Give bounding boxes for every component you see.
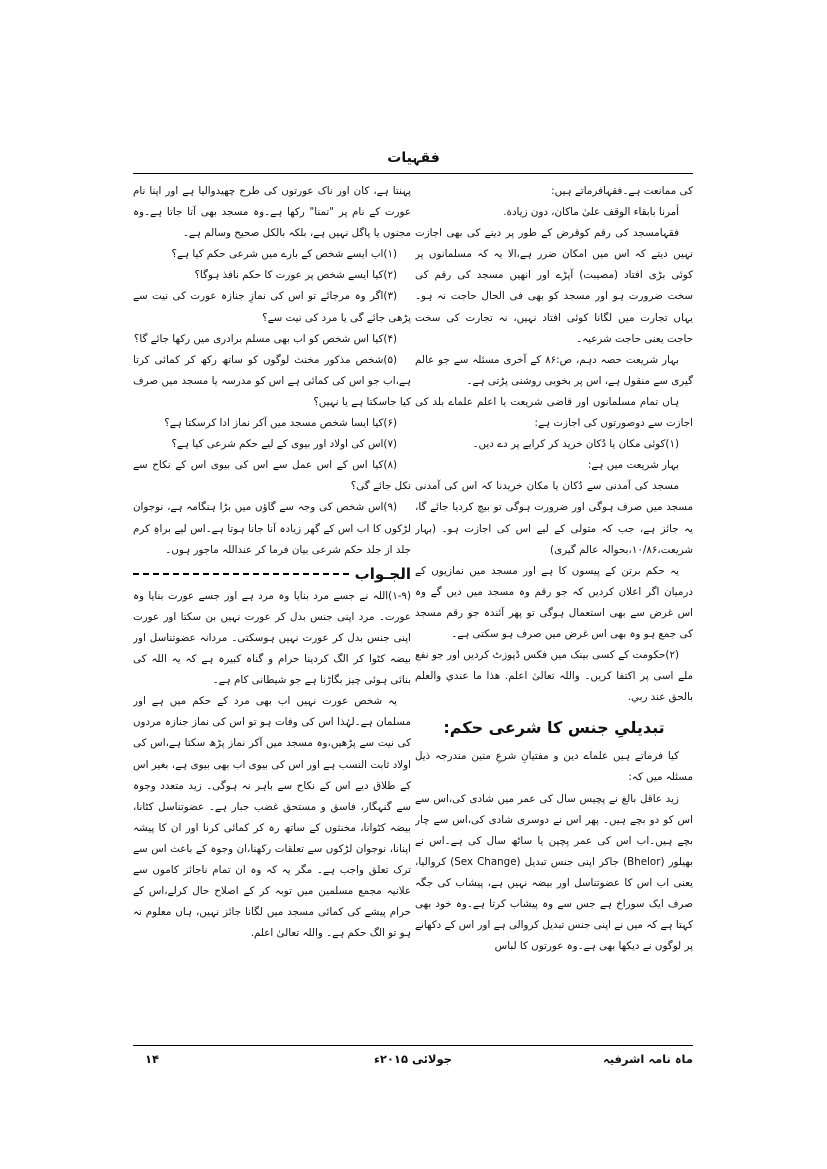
paragraph: یہ شخص عورت نہیں اب بھی مرد کے حکم میں ہے اور مسلمان ہے۔لہٰذا اس کی وفات ہو تو اس کی نماز جنازہ مردوں کی نیت سے پڑھیں،وہ مسجد میں آکر نماز پڑھ سکتا ہے،اس کی اولاد ثابت النسب ہے اور اس کی بیوی اب بھی بیوی ہے، بغیر اس کے طلاق دیے اس کے نکاح سے باہر نہ ہوگی۔ زید متعدد وجوہ سے گنہگار، فاسق و مستحق غضب جبار ہے۔ عضوتناسل کٹانا، بیضہ کٹوانا، مخنثوں کے ساتھ رہ کر کمائی کرنا اور ان کا پیشہ اپنانا، نوجوان لڑکوں سے تعلقات رکھنا،ان وجوہ کے باعث اس سے ترک تعلق واجب ہے۔ مگر یہ کہ وہ ان تمام ناجائز کاموں سے علانیہ مجمع مسلمین میں توبہ کر کے اصلاح حال کرلے،اس کے حرام پیشے کی کمائی مسجد میں لگانا جائز نہیں، ہاں معلوم نہ ہو تو الگ حکم ہے۔ واللہ تعالیٰ اعلم. [133,695,411,940]
paragraph: ہاں تمام مسلمانوں اور قاضی شریعت یا اعلم علماے بلد کی اجازت سے دوصورتوں کی اجازت ہے: [415,395,693,430]
left-column-questions [133,181,411,561]
paragraph: (۲)کیا ایسے شخص پر عورت کا حکم نافذ ہوگا؟ [194,269,397,282]
page-number: ۱۴ [145,1052,160,1066]
paragraph: پہنتا ہے، کان اور ناک عورتوں کی طرح چھیدوالیا ہے اور اپنا نام عورت کے نام پر "تمنا" رکھا ہے۔وہ مسجد بھی آتا جاتا ہے۔وہ مجنوں یا پاگل نہیں ہے، بلکہ بالکل صحیح وسالم ہے۔ [133,185,411,240]
paragraph: أمرنا بابقاء الوقف علىٰ ماكان، دون زيادة. [503,206,679,219]
left-column [133,181,411,1033]
answer-heading: الجـواب [354,564,411,583]
paragraph: (۳)اگر وہ مرجائے تو اس کی نمازِ جنازہ عورت کی نیت سے پڑھی جائے گی یا مرد کی نیت سے؟ [133,290,411,324]
paragraph: (۱-۹)اللہ نے جسے مرد بنایا وہ مرد ہے اور جسے عورت بنایا وہ عورت۔ مرد اپنی جنس بدل کر عورت نہیں بن سکتا اور عورت اپنی جنس بدل کر عورت نہیں ہوسکتی۔ مردانہ عضوتناسل اور بیضہ کٹوا کر الگ کردینا حرام و گناہ کبیرہ ہے کہ یہ اللہ کی بنائی ہوئی چیز بگاڑنا ہے جو شیطانی کام ہے۔ [133,589,411,687]
right-column [415,181,693,1033]
paragraph: بہار شریعت میں ہے: [587,459,679,472]
right-column-question [415,746,693,957]
paragraph: زید عاقل بالغ نے پچیس سال کی عمر میں شادی کی،اس سے اس کو دو بچے ہیں۔ پھر اس نے دوسری شادی کی،اس سے چار بچے ہیں۔اب اس کی عمر پچپن یا ساٹھ سال کی ہے۔اس نے بھیلور (Bhelor) جاکر اپنی جنس تبدیل (Sex Change) کروالیا، یعنی اب اس کا عضوتناسل اور بیضہ نہیں ہے، پیشاب کی جگہ صرف ایک سوراخ ہے جس سے وہ پیشاب کرتا ہے۔وہ خود بھی کہتا ہے کہ میں نے اپنی جنس تبدیل کروالی ہے اور اس کے دکھانے پر لوگوں نے دیکھا بھی ہے۔وہ عورتوں کا لباس [415,792,693,953]
magazine-name: ماہ نامہ اشرفیہ [602,1052,693,1066]
footer-rule [133,1045,693,1046]
paragraph: مسجد کی آمدنی سے دُکان یا مکان خریدنا کہ اس کی آمدنی مسجد میں صرف ہوگی اور ضرورت ہوگی تو بیچ کردیا جائے گا، یہ جائز ہے، جب کہ متولی کے لیے اس کی اجازت ہو۔ (بہار شریعت،۱۰/۸۶،بحوالہ عالم گیری) [415,480,693,556]
paragraph: (۴)کیا اس شخص کو اب بھی مسلم برادری میں رکھا جائے گا؟ [133,332,397,345]
section-heading: تبدیلیِ جنس کا شرعی حکم: [443,718,665,738]
paragraph: (۵)شخص مذکور مخنث لوگوں کو ساتھ رکھ کر کمائی کرتا ہے،اب جو اس کی کمائی ہے اس کو مدرسہ یا مسجد میں صرف کیا جاسکتا ہے یا نہیں؟ [133,353,411,408]
paragraph: بہار شریعت حصہ دہم، ص:۸۶ کے آخری مسئلہ سے جو عالم گیری سے منقول ہے، اس پر بخوبی روشنی پڑتی ہے۔ [415,353,693,387]
paragraph: کی ممانعت ہے۔فقہافرماتے ہیں: [551,185,693,197]
paragraph: کیا فرماتے ہیں علماے دین و مفتیانِ شرعِ متین مندرجہ ذیل مسئلہ میں کہ: [415,750,693,784]
paragraph: (۱)اب ایسے شخص کے بارے میں شرعی حکم کیا ہے؟ [171,248,397,261]
left-column-answer [133,586,411,945]
header-rule [133,173,693,174]
page-title: فقہیات [387,150,440,166]
paragraph: فقہامسجد کی رقم کوقرض کے طور پر دینے کی بھی اجازت نہیں دیتے کہ اس میں امکان ضرر ہے،الا یہ کہ مسلمانوں پر کوئی بڑی افتاد (مصیبت) آپڑے اور انھیں مسجد کی رقم کی سخت ضرورت ہو اور مسجد کو بھی فی الحال حاجت نہ ہو۔ یہاں تجارت میں لگانا کوئی افتاد نہیں، نہ تجارت کی سخت حاجت یعنی حاجت شرعیہ۔ [415,227,693,345]
issue-date: جولائی ۲۰۱۵ء [374,1052,452,1066]
page-footer [133,1052,693,1074]
answer-heading-block [133,564,411,585]
paragraph: (۹)اس شخص کی وجہ سے گاؤں میں بڑا ہنگامہ ہے، نوجوان لڑکوں کا اب اس کے گھر زیادہ آنا جانا ہوتا ہے۔اس لیے براہِ کرم جلد از جلد حکم شرعی بیان فرما کر عنداللہ ماجور ہوں۔ [133,501,411,556]
right-column-body [415,181,693,708]
answer-heading-rule [133,573,349,575]
paragraph: (۸)کیا اس کے اس عمل سے اس کی بیوی اس کے نکاح سے نکل جائے گی؟ [133,459,411,493]
paragraph: (۶)کیا ایسا شخص مسجد میں آکر نماز ادا کرسکتا ہے؟ [164,417,397,430]
paragraph: (۱)کوئی مکان یا دُکان خرید کر کرایے پر دے دیں۔ [472,438,679,451]
paragraph: (۷)اس کی اولاد اور بیوی کے لیے حکم شرعی کیا ہے؟ [171,438,397,451]
paragraph: (۲)حکومت کے کسی بینک میں فکس ڈپوزٹ کردیں اور جو نفع ملے اسی پر اکتفا کریں۔ واللہ تعالیٰ اعلم. هذا ما عندي والعلم بالحق عند ربي. [415,649,693,704]
paragraph: یہ حکم برتن کے پیسوں کا ہے اور مسجد میں نمازیوں کے درمیان اگر اعلان کردیں کہ جو رقم وہ مسجد میں دیں گے وہ اس غرض سے بھی استعمال ہوگی تو پھر آئندہ جو رقم مسجد کی جمع ہو وہ بھی اس غرض میں صرف ہو سکتی ہے۔ [415,564,693,640]
